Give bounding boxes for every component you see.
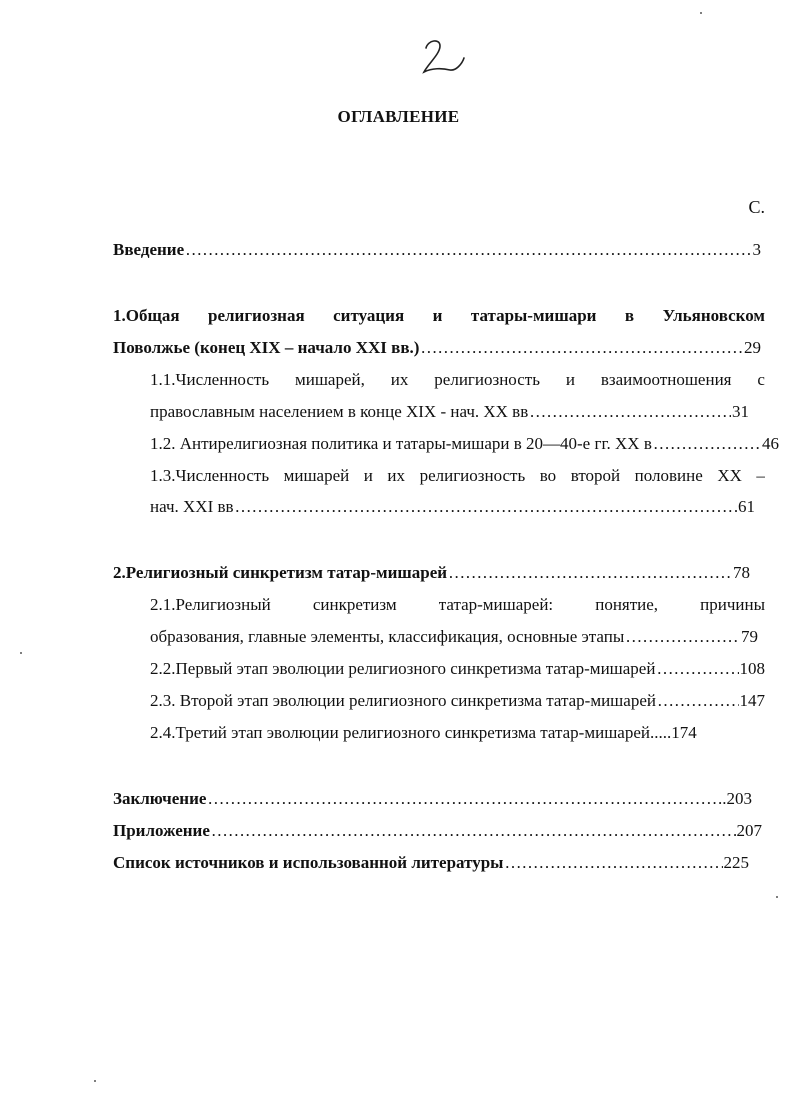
- toc-entry-s2-1[interactable]: [150, 627, 758, 647]
- dot-leader: [235, 497, 737, 517]
- toc-entry-ch1[interactable]: [113, 338, 761, 358]
- page-column-label: С.: [748, 197, 765, 217]
- toc-entry-page: 3: [752, 240, 761, 259]
- word: татары-мишари: [470, 306, 597, 325]
- toc-entry-page: 61: [738, 497, 755, 516]
- word: мишарей: [283, 466, 350, 485]
- word: 1.Общая: [113, 306, 180, 325]
- scan-speck: [700, 12, 702, 14]
- dot-leader: [625, 627, 740, 647]
- toc-entry-s2-1-line1[interactable]: [150, 595, 765, 615]
- toc-entry-label: Поволжье (конец XIX – начало XXI вв.): [113, 338, 420, 357]
- scan-speck: [94, 1080, 96, 1082]
- toc-entry-page: 225: [723, 853, 749, 872]
- toc-entry-label: Заключение: [113, 789, 207, 808]
- toc-entry-ch2[interactable]: [113, 563, 750, 583]
- toc-entry-label: Список источников и использованной литературы: [113, 853, 504, 872]
- dot-leader: [448, 563, 732, 583]
- word: религиозная: [208, 306, 305, 325]
- toc-entry-s1-3[interactable]: [150, 497, 755, 517]
- word: понятие,: [595, 595, 659, 614]
- toc-entry-page: 46: [762, 434, 779, 453]
- word: 2.1.Религиозный: [150, 595, 271, 614]
- word: религиозность: [419, 466, 526, 485]
- word: и: [363, 466, 373, 485]
- word: мишарей,: [294, 370, 365, 389]
- word: их: [390, 370, 409, 389]
- toc-entry-appendix[interactable]: [113, 821, 762, 841]
- toc-entry-label: 2.4.Третий этап эволюции религиозного синкретизма татар-мишарей.....: [150, 723, 672, 742]
- dot-leader: [657, 691, 739, 711]
- toc-entry-label: нач. XXI вв: [150, 497, 234, 516]
- dot-leader: [656, 659, 738, 679]
- toc-title: ОГЛАВЛЕНИЕ: [337, 107, 460, 126]
- toc-entry-page: 31: [732, 402, 749, 421]
- toc-entry-intro[interactable]: [113, 240, 761, 260]
- toc-entry-page: 78: [733, 563, 750, 582]
- word: религиозность: [434, 370, 540, 389]
- toc-entry-s1-3-line1[interactable]: [150, 466, 765, 486]
- word: причины: [700, 595, 765, 614]
- word: с: [757, 370, 765, 389]
- toc-entry-label: Приложение: [113, 821, 210, 840]
- toc-entry-label: 1.2. Антирелигиозная политика и татары-мишари в 20—40-е гг. XX в: [150, 434, 652, 453]
- toc-entry-page: 207: [736, 821, 762, 840]
- toc-entry-page: 29: [744, 338, 761, 357]
- toc-entry-page: 79: [741, 627, 758, 646]
- toc-entry-bibliography[interactable]: [113, 853, 749, 873]
- dot-leader: [207, 789, 717, 809]
- handwritten-page-number: [418, 34, 468, 78]
- dot-leader: [211, 821, 736, 841]
- toc-entry-page: 174: [671, 723, 697, 742]
- toc-entry-s1-2[interactable]: [150, 434, 779, 454]
- scan-speck: [776, 896, 778, 898]
- word: их: [387, 466, 406, 485]
- word: XX: [717, 466, 742, 485]
- word: 1.3.Численность: [150, 466, 270, 485]
- toc-entry-s2-3[interactable]: [150, 691, 765, 711]
- toc-entry-s1-1-line1[interactable]: [150, 370, 765, 390]
- dot-leader: [185, 240, 751, 260]
- toc-entry-page: 147: [739, 691, 765, 710]
- toc-entry-page: 108: [739, 659, 765, 678]
- word: татар-мишарей:: [438, 595, 554, 614]
- word: и: [432, 306, 443, 325]
- dot-leader: [420, 338, 743, 358]
- toc-entry-label: 2.3. Второй этап эволюции религиозного синкретизма татар-мишарей: [150, 691, 656, 710]
- scan-speck: [20, 652, 22, 654]
- toc-entry-ch1-line1[interactable]: [113, 306, 765, 326]
- word: в: [624, 306, 635, 325]
- dot-leader: [653, 434, 761, 454]
- toc-entry-s2-4[interactable]: [150, 723, 697, 743]
- word: и: [565, 370, 575, 389]
- word: 1.1.Численность: [150, 370, 270, 389]
- toc-entry-page: ..203: [718, 789, 752, 808]
- word: взаимоотношения: [600, 370, 732, 389]
- word: Ульяновском: [662, 306, 765, 325]
- dot-leader: [529, 402, 731, 422]
- toc-entry-s1-1[interactable]: [150, 402, 749, 422]
- toc-entry-label: 2.2.Первый этап эволюции религиозного синкретизма татар-мишарей: [150, 659, 656, 678]
- toc-entry-label: 2.Религиозный синкретизм татар-мишарей: [113, 563, 448, 582]
- word: половине: [634, 466, 703, 485]
- word: –: [756, 466, 765, 485]
- word: второй: [570, 466, 621, 485]
- toc-entry-conclusion[interactable]: [113, 789, 752, 809]
- word: синкретизм: [312, 595, 397, 614]
- toc-entry-s2-2[interactable]: [150, 659, 765, 679]
- toc-entry-label: православным населением в конце XIX - нач. XX вв: [150, 402, 529, 421]
- toc-entry-label: Введение: [113, 240, 185, 259]
- toc-entry-label: образования, главные элементы, классификация, основные этапы: [150, 627, 625, 646]
- word: во: [539, 466, 557, 485]
- dot-leader: [504, 853, 722, 873]
- word: ситуация: [333, 306, 405, 325]
